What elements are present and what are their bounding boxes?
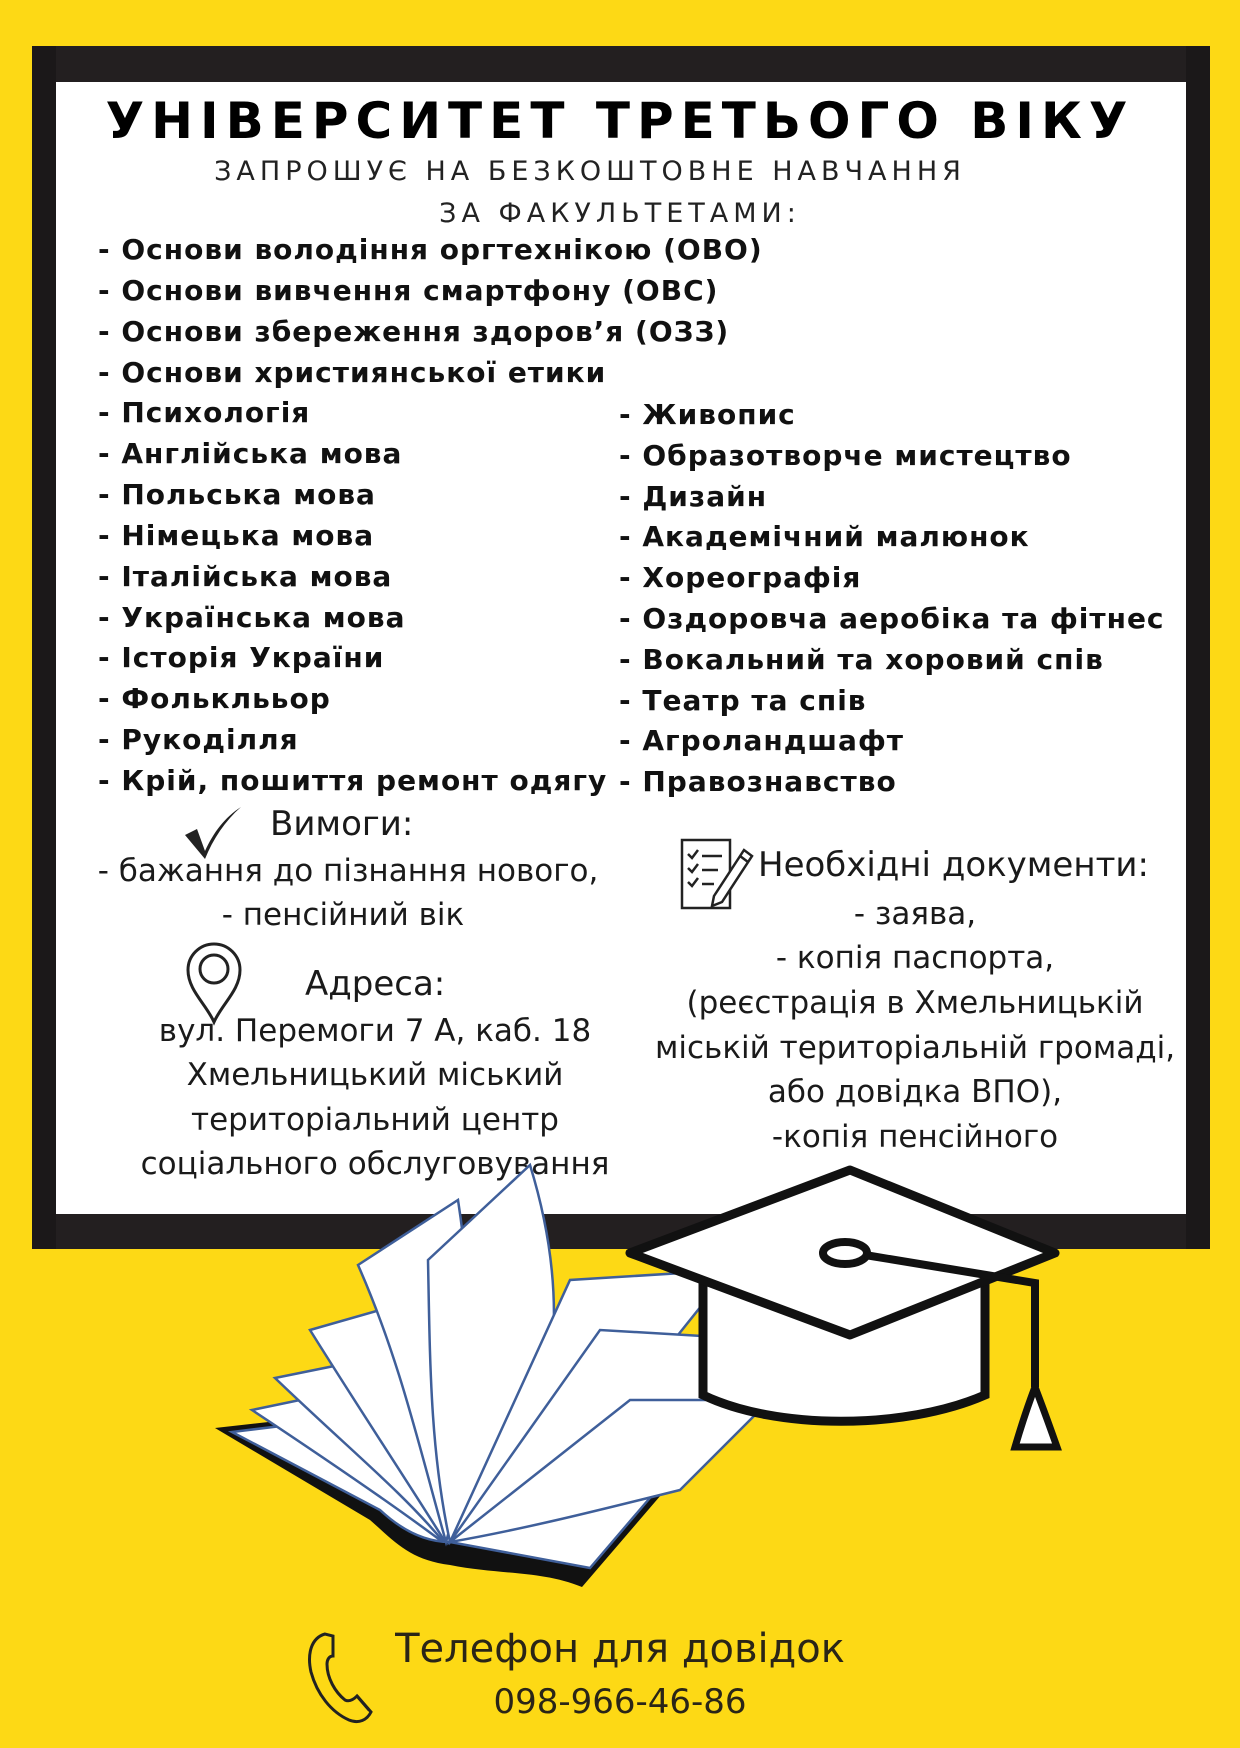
course-item: - Рукоділля [98, 723, 299, 756]
course-item: - Академічний малюнок [619, 520, 1030, 553]
course-item: - Образотворче мистецтво [619, 439, 1072, 472]
course-item: - Основи володіння оргтехнікою (ОВО) [98, 233, 763, 266]
documents-line: або довідка ВПО), [767, 1074, 1063, 1110]
page-title: УНІВЕРСИТЕТ ТРЕТЬОГО ВІКУ [105, 92, 1135, 150]
documents-heading: Необхідні документи: [758, 845, 1149, 885]
requirements-item: - бажання до пізнання нового, [97, 853, 599, 889]
course-item: - Основи збереження здоров’я (ОЗЗ) [98, 315, 730, 348]
address-line: Хмельницький міський [186, 1057, 564, 1093]
course-item: - Основи християнської етики [98, 356, 607, 389]
documents-line: - копія паспорта, [775, 940, 1055, 976]
address-line: вул. Перемоги 7 А, каб. 18 [158, 1013, 592, 1049]
course-item: - Живопис [619, 398, 796, 431]
course-item: - Крій, пошиття ремонт одягу [98, 764, 608, 797]
course-item: - Оздоровча аеробіка та фітнес [619, 602, 1165, 635]
course-item: - Історія України [98, 641, 385, 674]
requirements-heading: Вимоги: [270, 804, 414, 844]
course-item: - Дизайн [619, 480, 768, 513]
course-item: - Агроландшафт [619, 724, 904, 757]
requirements-item: - пенсійний вік [221, 897, 465, 933]
course-item: - Театр та спів [619, 684, 867, 717]
graduation-cap-icon [625, 1165, 1070, 1455]
address-line: соціального обслуговування [140, 1146, 610, 1182]
documents-line: (реєстрація в Хмельницькій [686, 985, 1144, 1021]
documents-line: - заява, [853, 896, 977, 932]
address-heading: Адреса: [305, 964, 446, 1004]
course-item: - Німецька мова [98, 519, 375, 552]
phone-label: Телефон для довідок [395, 1626, 845, 1672]
address-line: територіальний центр [191, 1102, 559, 1138]
course-item: - Вокальний та хоровий спів [619, 643, 1104, 676]
course-item: - Психологія [98, 396, 311, 429]
course-item: - Польська мова [98, 478, 376, 511]
course-item: - Хореографія [619, 561, 862, 594]
course-item: - Англійська мова [98, 437, 403, 470]
course-item: - Основи вивчення смартфону (ОВС) [98, 274, 719, 307]
course-item: - Фольклььор [98, 682, 331, 715]
course-item: - Італійська мова [98, 560, 393, 593]
course-item: - Українська мова [98, 601, 406, 634]
course-item: - Правознавство [619, 765, 897, 798]
subtitle-line-2: ЗА ФАКУЛЬТЕТАМИ: [439, 198, 801, 229]
documents-line: міській територіальній громаді, [655, 1030, 1176, 1066]
subtitle-line-1: ЗАПРОШУЄ НА БЕЗКОШТОВНЕ НАВЧАННЯ [214, 156, 966, 187]
phone-number[interactable]: 098-966-46-86 [493, 1682, 747, 1722]
location-pin-icon [184, 940, 244, 1024]
documents-line: -копія пенсійного [771, 1119, 1059, 1155]
